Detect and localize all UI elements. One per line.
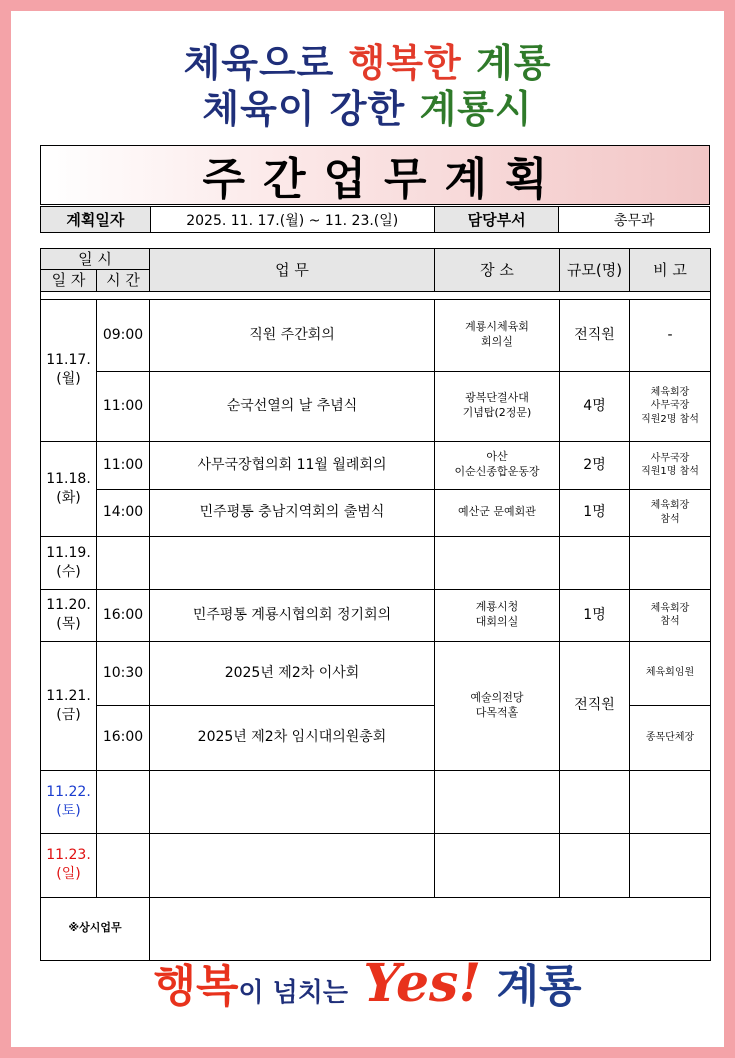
place-cell	[435, 833, 560, 897]
time-cell: 11:00	[97, 371, 150, 441]
page-title	[40, 145, 710, 205]
size-cell: 전직원	[560, 299, 630, 371]
dow-text: (토)	[56, 802, 81, 819]
place-cell: 예산군 문예회관	[435, 489, 560, 536]
time-cell: 16:00	[97, 705, 150, 770]
slogan-bottom	[0, 78, 735, 133]
task-cell: 사무국장협의회 11월 월례회의	[150, 441, 435, 489]
task-cell: 2025년 제2차 이사회	[150, 641, 435, 705]
note-line: 사무국장	[650, 400, 690, 412]
time-cell	[97, 833, 150, 897]
size-cell: 4명	[560, 371, 630, 441]
slogan-word: 계룡	[476, 41, 552, 85]
bottom-slogan	[0, 950, 735, 1014]
col-time: 시 간	[97, 270, 150, 291]
place-cell	[435, 589, 560, 641]
task-cell: 민주평통 계룡시협의회 정기회의	[150, 589, 435, 641]
place-line: 예술의전당	[470, 690, 524, 704]
place-line: 이순신종합운동장	[454, 465, 540, 478]
date-cell	[41, 770, 97, 833]
dow-text: (목)	[56, 616, 81, 632]
table-row	[41, 770, 711, 833]
size-cell: 1명	[560, 489, 630, 536]
task-cell: 순국선열의 날 추념식	[150, 371, 435, 441]
slogan-word: 행복한	[348, 41, 462, 85]
time-cell: 16:00	[97, 589, 150, 641]
slogan-word: 계룡	[496, 961, 582, 1012]
time-cell: 14:00	[97, 489, 150, 536]
note-cell	[630, 536, 711, 589]
slogan-word: 강한	[329, 87, 406, 131]
time-cell	[97, 536, 150, 589]
place-cell	[435, 641, 560, 770]
table-row	[41, 489, 711, 536]
col-date: 일 자	[41, 270, 97, 291]
size-cell	[560, 536, 630, 589]
col-note: 비 고	[630, 249, 711, 292]
date-cell	[41, 833, 97, 897]
date-cell	[41, 441, 97, 536]
dow-text: (화)	[56, 489, 81, 506]
slogan-word: 이 넘치는	[238, 978, 349, 1008]
note-line: 참석	[660, 616, 680, 627]
slogan-word: 체육으로	[183, 41, 335, 85]
page-title-text: 주간업무계획	[202, 154, 566, 205]
date-cell	[41, 299, 97, 441]
table-row	[41, 589, 711, 641]
slogan-word: 계룡시	[419, 87, 533, 131]
dept-label: 담당부서	[435, 207, 560, 232]
col-size: 규모(명)	[560, 249, 630, 292]
date-cell	[41, 641, 97, 770]
col-place: 장 소	[435, 249, 560, 292]
table-row	[41, 833, 711, 897]
slogan-word: 행복	[153, 961, 239, 1012]
place-line: 계룡시청	[475, 600, 519, 614]
note-cell	[630, 589, 711, 641]
place-cell	[435, 536, 560, 589]
regular-task-label: ※상시업무	[41, 897, 150, 960]
place-line: 광복단결사대	[465, 391, 529, 405]
dow-text: (금)	[56, 706, 81, 723]
slogan-yes: Yes!	[363, 953, 482, 1014]
place-line: 회의실	[481, 335, 513, 348]
table-row	[41, 299, 711, 371]
date-text: 11.21.	[46, 687, 91, 704]
task-cell: 민주평통 충남지역회의 출범식	[150, 489, 435, 536]
time-cell	[97, 770, 150, 833]
place-line: 계룡시체육회	[465, 320, 529, 334]
place-cell	[435, 441, 560, 489]
place-line: 기념탑(2정문)	[462, 406, 532, 419]
note-line: 체육회장	[650, 500, 690, 511]
place-line: 대회의실	[475, 615, 519, 628]
note-line: 체육회장	[650, 602, 690, 614]
time-cell: 11:00	[97, 441, 150, 489]
note-line: 직원2명 참석	[641, 413, 699, 425]
note-cell	[630, 371, 711, 441]
place-cell	[435, 770, 560, 833]
date-text: 11.18.	[46, 470, 91, 487]
place-cell	[435, 299, 560, 371]
note-cell: 체육회임원	[630, 641, 711, 705]
header-row	[41, 249, 711, 270]
task-cell: 2025년 제2차 임시대의원총회	[150, 705, 435, 770]
note-line: 체육회장	[650, 386, 690, 398]
table-row	[41, 371, 711, 441]
note-cell	[630, 833, 711, 897]
size-cell	[560, 770, 630, 833]
table-row	[41, 536, 711, 589]
date-text: 11.23.	[46, 847, 91, 864]
schedule-table	[40, 248, 711, 961]
date-text: 11.20.	[46, 597, 91, 614]
plan-date-value: 2025. 11. 17.(월) ~ 11. 23.(일)	[151, 207, 435, 232]
note-cell	[630, 489, 711, 536]
table-row	[41, 641, 711, 705]
dow-text: (일)	[56, 866, 81, 882]
note-cell	[630, 770, 711, 833]
table-row	[41, 441, 711, 489]
size-cell: 1명	[560, 589, 630, 641]
plan-date-label: 계획일자	[41, 207, 151, 232]
time-cell: 10:30	[97, 641, 150, 705]
task-cell	[150, 770, 435, 833]
place-cell	[435, 371, 560, 441]
date-text: 11.19.	[46, 544, 91, 561]
note-line: 사무국장	[650, 452, 690, 464]
dow-text: (월)	[56, 371, 81, 387]
spacer-row	[41, 291, 711, 299]
note-line: 직원1명 참석	[641, 466, 699, 477]
task-cell: 직원 주간회의	[150, 299, 435, 371]
slogan-word: 체육이	[202, 87, 316, 131]
size-cell: 2명	[560, 441, 630, 489]
size-cell	[560, 833, 630, 897]
info-bar	[40, 206, 710, 233]
note-line: 참석	[660, 513, 680, 525]
col-datetime: 일 시	[41, 249, 150, 270]
dept-value: 총무과	[613, 212, 655, 229]
place-line: 아산	[486, 450, 508, 464]
date-text: 11.22.	[46, 783, 91, 800]
note-cell: -	[630, 299, 711, 371]
note-cell: 종목단체장	[630, 705, 711, 770]
date-cell	[41, 536, 97, 589]
note-cell	[630, 441, 711, 489]
col-task: 업 무	[150, 249, 435, 292]
task-cell	[150, 536, 435, 589]
date-text: 11.17.	[46, 352, 91, 369]
size-cell: 전직원	[560, 641, 630, 770]
task-cell	[150, 833, 435, 897]
time-cell: 09:00	[97, 299, 150, 371]
place-line: 다목적홀	[475, 705, 519, 719]
date-cell	[41, 589, 97, 641]
dow-text: (수)	[56, 563, 81, 580]
